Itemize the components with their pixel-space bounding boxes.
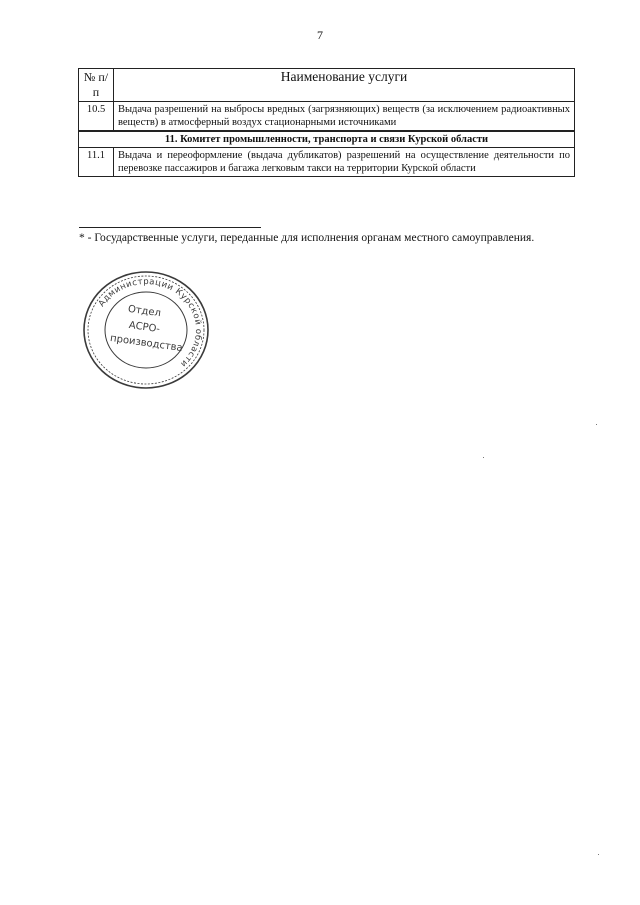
row-service-cell: Выдача разрешений на выбросы вредных (загрязняющих) веществ (за исключением радиоактивных веществ) в атмосферный воздух стационарными источниками [114,102,575,132]
official-stamp [80,268,212,392]
scan-speck [598,854,599,855]
scan-speck [483,457,484,458]
section-heading-row [79,131,575,148]
table-row [79,148,575,177]
stamp-seal-graphic [80,268,212,392]
services-table [78,68,575,177]
row-service-cell: Выдача и переоформление (выдача дубликатов) разрешений на осуществление деятельности по перевозке пассажиров и багажа легковым такси на территории Курской области [114,148,575,177]
footnote-separator [79,227,261,228]
scan-speck [596,424,597,425]
table-row [79,102,575,132]
header-number-cell: № п/п [79,69,114,102]
row-number-cell: 10.5 [79,102,114,132]
stamp-inner-line: производства [109,332,184,355]
stamp-inner-line: АСРО- [128,319,161,336]
stamp-inner-line: Отдел [127,303,162,320]
stamp-outer-text: Администрации Курской области [96,276,204,369]
page-number: 7 [317,28,323,42]
table-header-row [79,69,575,102]
header-service-name-cell: Наименование услуги [114,69,575,102]
section-heading-cell: 11. Комитет промышленности, транспорта и связи Курской области [79,131,575,148]
row-number-cell: 11.1 [79,148,114,177]
footnote-text: * - Государственные услуги, переданные для исполнения органам местного самоуправления. [79,232,535,244]
